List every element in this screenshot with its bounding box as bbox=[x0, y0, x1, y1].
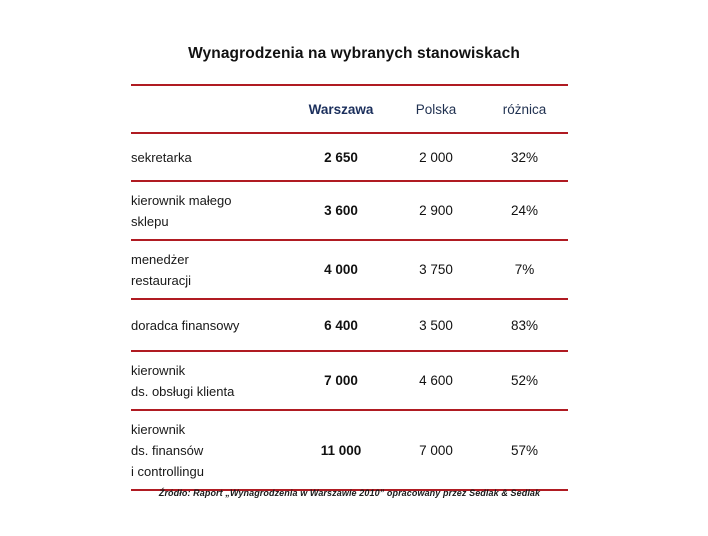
table-row bbox=[131, 181, 568, 240]
salary-table bbox=[131, 84, 568, 491]
cell-polska: 2 000 bbox=[391, 133, 481, 181]
cell-roznica: 7% bbox=[481, 240, 568, 299]
column-header-roznica: różnica bbox=[481, 85, 568, 133]
cell-roznica: 57% bbox=[481, 410, 568, 490]
cell-polska: 2 900 bbox=[391, 181, 481, 240]
row-label-job bbox=[131, 133, 291, 181]
cell-warszawa: 4 000 bbox=[291, 240, 391, 299]
cell-polska: 3 500 bbox=[391, 299, 481, 351]
job-label-line: kierownik bbox=[131, 362, 186, 378]
job-label-line: ds. obsługi klienta bbox=[131, 383, 235, 399]
page-title: Wynagrodzenia na wybranych stanowiskach bbox=[188, 45, 520, 62]
job-label-line: sklepu bbox=[131, 213, 169, 229]
job-label-line: kierownik małego bbox=[131, 192, 232, 208]
row-label-job bbox=[131, 351, 291, 410]
row-label-job bbox=[131, 181, 291, 240]
cell-roznica: 32% bbox=[481, 133, 568, 181]
table-row bbox=[131, 410, 568, 490]
job-label-line: i controllingu bbox=[131, 463, 204, 479]
cell-roznica: 24% bbox=[481, 181, 568, 240]
cell-roznica: 83% bbox=[481, 299, 568, 351]
table-row bbox=[131, 133, 568, 181]
column-header-job bbox=[131, 85, 291, 133]
cell-roznica: 52% bbox=[481, 351, 568, 410]
cell-warszawa: 3 600 bbox=[291, 181, 391, 240]
cell-polska: 3 750 bbox=[391, 240, 481, 299]
column-header-warszawa: Warszawa bbox=[291, 85, 391, 133]
table-row bbox=[131, 240, 568, 299]
row-label-job bbox=[131, 299, 291, 351]
job-label-line: menedżer bbox=[131, 251, 189, 267]
cell-polska: 7 000 bbox=[391, 410, 481, 490]
column-header-polska: Polska bbox=[391, 85, 481, 133]
table-row bbox=[131, 351, 568, 410]
row-label-job bbox=[131, 410, 291, 490]
salary-table-container bbox=[131, 84, 568, 491]
job-label-line: restauracji bbox=[131, 272, 191, 288]
table-header-row bbox=[131, 85, 568, 133]
cell-warszawa: 7 000 bbox=[291, 351, 391, 410]
cell-warszawa: 2 650 bbox=[291, 133, 391, 181]
job-label-line: sekretarka bbox=[131, 149, 192, 165]
job-label-line: kierownik bbox=[131, 421, 186, 437]
cell-warszawa: 11 000 bbox=[291, 410, 391, 490]
table-row bbox=[131, 299, 568, 351]
row-label-job bbox=[131, 240, 291, 299]
job-label-line: doradca finansowy bbox=[131, 317, 240, 333]
cell-warszawa: 6 400 bbox=[291, 299, 391, 351]
cell-polska: 4 600 bbox=[391, 351, 481, 410]
job-label-line: ds. finansów bbox=[131, 442, 204, 458]
source-note: Źródło: Raport „Wynagrodzenia w Warszawie 2010” opracowany przez Sedlak & Sedlak bbox=[158, 488, 541, 498]
